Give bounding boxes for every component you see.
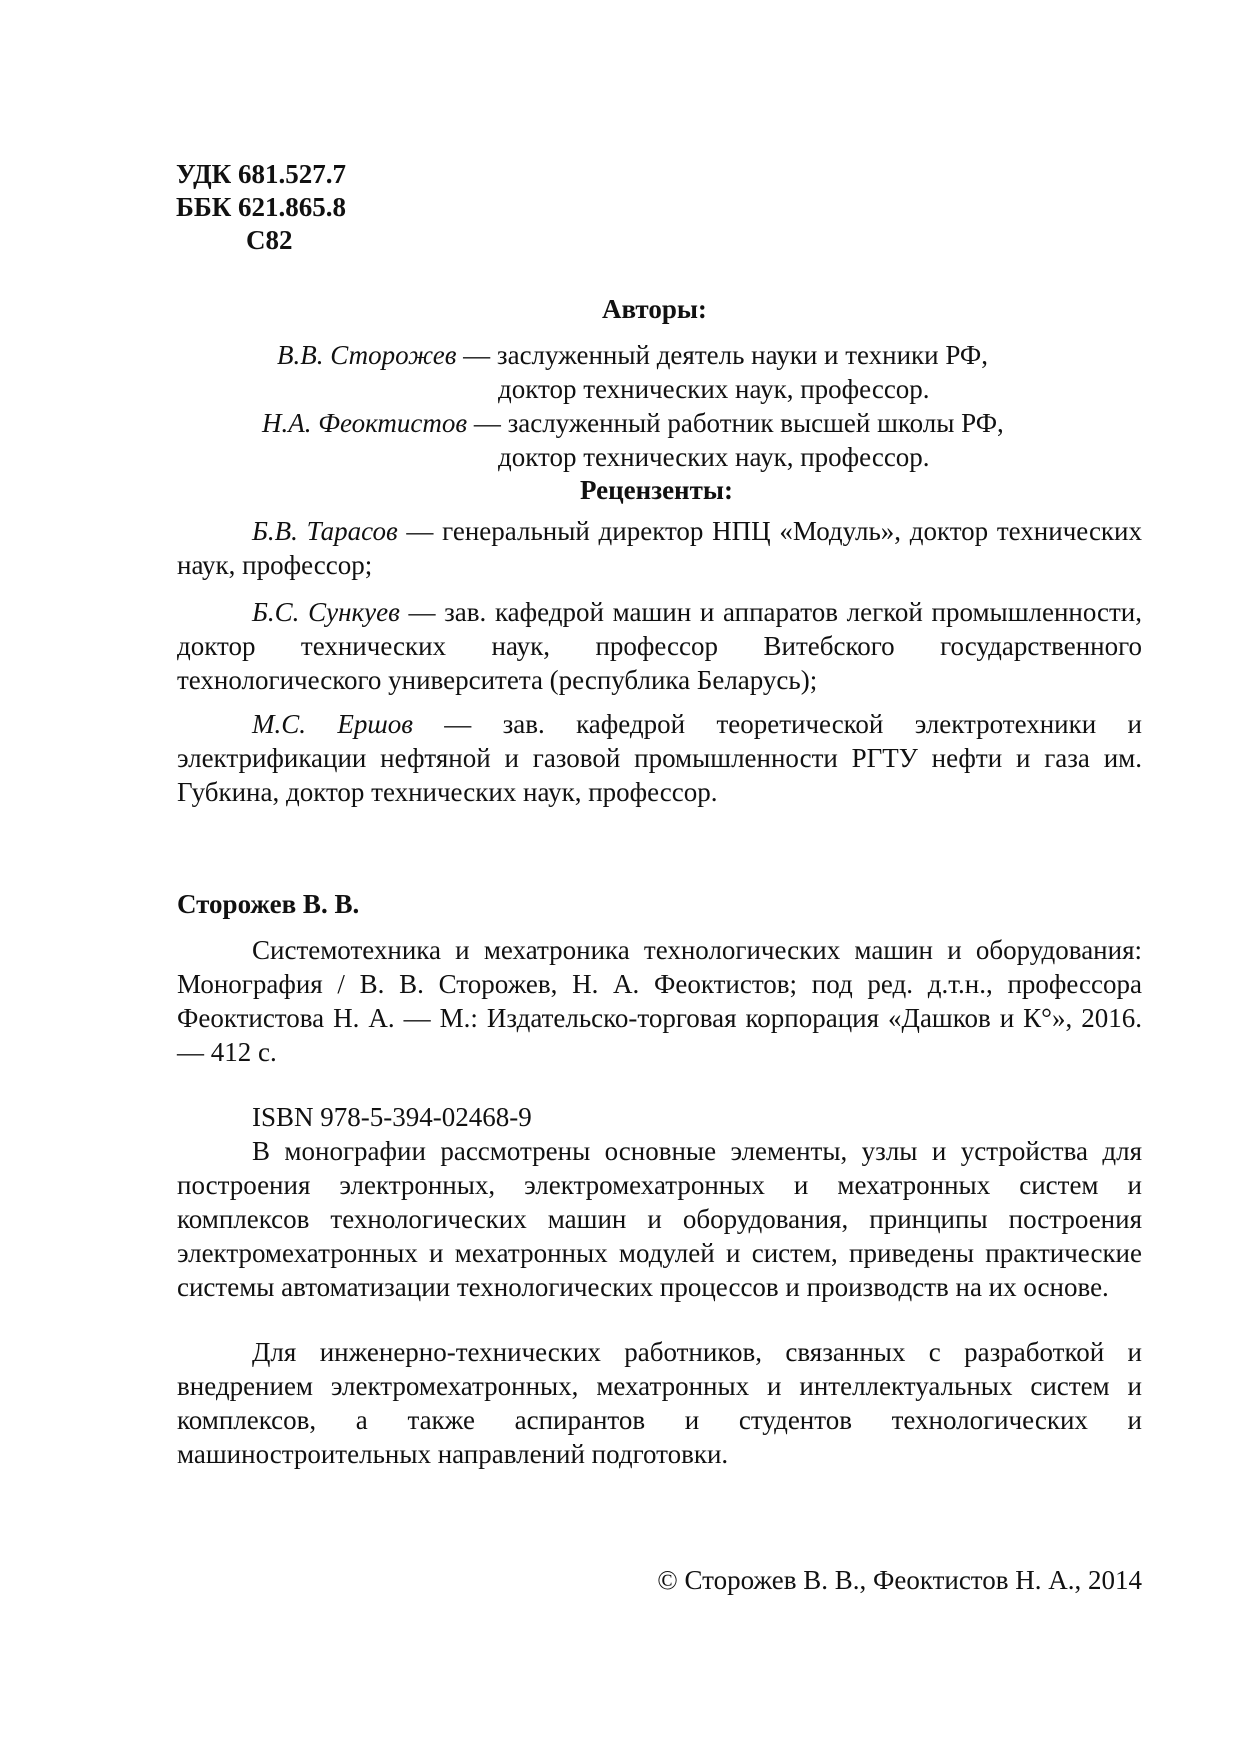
reviewer-2-text: — зав. кафедрой машин и аппаратов легкой промышленности, доктор технических наук, профессор Витебского государственного технологического университета (республика Беларусь); (177, 597, 1142, 695)
reviewer-3-text: — зав. кафедрой теоретической электротехники и электрификации нефтяной и газовой промышленности РГТУ нефти и газа им. Губкина, доктор технических наук, профессор. (177, 709, 1142, 807)
author-1-line1 (277, 338, 988, 372)
author-2-role: — заслуженный работник высшей школы РФ, (467, 408, 1004, 438)
author-1-name: В.В. Сторожев (277, 340, 457, 370)
reviewer-3 (177, 707, 1142, 809)
abstract-paragraph-2: Для инженерно-технических работников, связанных с разработкой и внедрением электромехатронных, мехатронных и интеллектуальных систем и комплексов, а также аспирантов и студентов технологических и машиностроительных направлений подготовки. (177, 1337, 1142, 1469)
reviewer-3-name: М.С. Ершов (252, 709, 413, 739)
reviewers-heading: Рецензенты: (580, 475, 733, 505)
author-1-role: — заслуженный деятель науки и техники РФ, (456, 340, 989, 370)
reviewer-2-name: Б.С. Сункуев (252, 597, 400, 627)
author-2-name: Н.А. Феоктистов (262, 408, 468, 438)
reviewer-2 (177, 595, 1142, 697)
author-1-line2: доктор технических наук, профессор. (498, 374, 930, 404)
author-mark: С82 (246, 225, 293, 255)
authors-heading: Авторы: (602, 294, 707, 324)
reviewer-1-text: — генеральный директор НПЦ «Модуль», доктор технических наук, профессор; (177, 516, 1142, 580)
bibliography-description: Системотехника и мехатроника технологических машин и оборудования: Монография / В. В. Сторожев, Н. А. Феоктистов; под ред. д.т.н., профессора Феоктистова Н. А. — М.: Издательско-торговая корпорация «Дашков и К°», 2016. — 412 с. (177, 935, 1142, 1067)
classification-codes (176, 158, 346, 257)
author-2-line1 (262, 406, 1004, 440)
bbk-code: ББК 621.865.8 (176, 192, 347, 222)
copyright-notice: © Сторожев В. В., Феоктистов Н. А., 2014 (657, 1565, 1142, 1595)
reviewer-1 (177, 514, 1142, 582)
bibliography-author: Сторожев В. В. (177, 889, 360, 919)
udk-code: УДК 681.527.7 (176, 159, 346, 189)
abstract-paragraph-1: В монографии рассмотрены основные элементы, узлы и устройства для построения электронных, электромехатронных и мехатронных систем и комплексов технологических машин и оборудования, принципы построения электромехатронных и мехатронных модулей и систем, приведены практические системы автоматизации технологических процессов и производств на их основе. (177, 1136, 1142, 1302)
reviewer-1-name: Б.В. Тарасов (252, 516, 398, 546)
isbn: ISBN 978-5-394-02468-9 (252, 1102, 532, 1132)
author-2-line2: доктор технических наук, профессор. (498, 442, 930, 472)
